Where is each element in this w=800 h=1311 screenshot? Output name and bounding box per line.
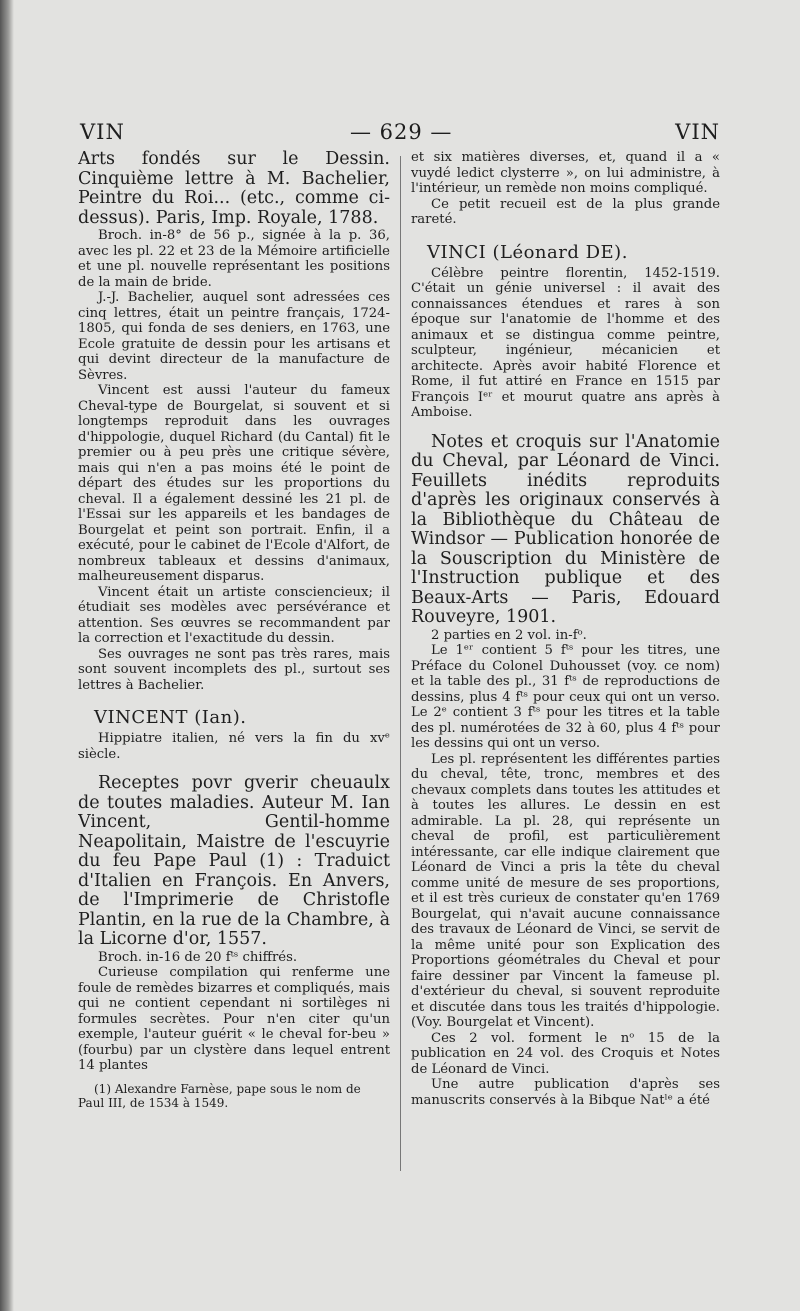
notes-croquis-title: Notes et croquis sur l'Anatomie du Cheval, par Léonard de Vinci. Feuillets inédits reproduits d'après les originaux conservés à la Bibliothèque du Château de Windsor — Publication honorée de la Souscription du Ministère de l'Instruction publique et des Beaux-Arts — Paris, Edouard Rouveyre, 1901. (411, 431, 720, 627)
plates-description: Les pl. représentent les différentes parties du cheval, tête, tronc, membres et des chevaux complets dans toutes les attitudes et à toutes les allures. Le dessin en est admirable. La pl. 28, qui représente un cheval de profil, est particulièrement intéressante, car elle indique clairement que Léonard de Vinci a pris la tête du cheval comme unité de mesure de ses proportions, et il est très curieux de constater qu'en 1769 Bourgelat, qui n'avait aucune connaissance des travaux de Léonard de Vinci, se servit de la même unité pour son Explication des Proportions géométrales du Cheval et pour faire dessiner par Vincent la fameuse pl. d'extérieur du cheval, si souvent reproduite et discutée dans tous les traités d'hippologie. (Voy. Bourgelat et Vincent). (411, 751, 720, 1030)
brochure-description: Broch. in-8° de 56 p., signée à la p. 36, avec les pl. 22 et 23 de la Mémoire artificielle et une pl. nouvelle représentant les positions de la main de bride. (78, 228, 390, 290)
vincent-artist-note: Vincent était un artiste consciencieux; il étudiait ses modèles avec persévérance et attention. Ses œuvres se recommandent par la correction et l'exactitude du dessin. (78, 584, 390, 646)
collection-note: Ces 2 vol. forment le nᵒ 15 de la publication en 24 vol. des Croquis et Notes de Léonard de Vinci. (411, 1030, 720, 1077)
vincent-cheval-type-note: Vincent est aussi l'auteur du fameux Cheval-type de Bourgelat, si souvent et si longtemps reproduit dans les ouvrages d'hippologie, duquel Richard (du Cantal) fit le premier ou à peu près une critique sévère, mais qui n'en a pas moins été le point de départ des études sur les proportions du cheval. Il a également dessiné les 21 pl. de l'Essai sur les appareils et les bandages de Bourgelat et peint son portrait. Enfin, il a exécuté, pour le cabinet de l'Ecole d'Alfort, de nombreux tableaux et dessins d'animaux, malheureusement disparus. (78, 383, 390, 584)
receptes-description: Curieuse compilation qui renferme une foule de remèdes bizarres et compliqués, mais qui ne contient cependant ni sortilèges ni formules secrètes. Pour n'en citer qu'un exemple, l'auteur guérit « le cheval for-beu » (fourbu) par un clystère dans lequel entrent 14 plantes (78, 965, 390, 1073)
header-left-word: VIN (80, 120, 125, 144)
other-publication-note: Une autre publication d'après ses manuscrits conservés à la Bibque Natˡᵉ a été (411, 1077, 720, 1108)
page-header (80, 120, 720, 150)
right-column (411, 150, 720, 1108)
rarity-statement: Ce petit recueil est de la plus grande rareté. (411, 196, 720, 227)
bachelier-letter-title: Arts fondés sur le Dessin. Cinquième lettre à M. Bachelier, Peintre du Roi... (etc., comme ci-dessus). Paris, Imp. Royale, 1788. (78, 150, 390, 228)
footnote: (1) Alexandre Farnèse, pape sous le nom de Paul III, de 1534 à 1549. (78, 1081, 361, 1110)
vincent-ian-bio: Hippiatre italien, né vers la fin du xvᵉ siècle. (78, 731, 390, 762)
receptes-format: Broch. in-16 de 20 fᵗˢ chiffrés. (98, 949, 298, 965)
receptes-title: Receptes povr gverir cheuaulx de toutes maladies. Auteur M. Ian Vincent, Gentil-homme Neapolitain, Maistre de l'escuyrie du feu Pape Paul (1) : Traduict d'Italien en François. En Anvers, de l'Imprimerie de Christofle Plantin, en la rue de la Chambre, à la Licorne d'or, 1557. (78, 773, 390, 949)
bachelier-biography: J.-J. Bachelier, auquel sont adressées ces cinq lettres, était un peintre français, 1724-1805, qui fonda de ses deniers, en 1763, une Ecole gratuite de dessin pour les artisans et qui devint directeur de la manufacture de Sèvres. (78, 290, 390, 383)
rarity-note: Ses ouvrages ne sont pas très rares, mais sont souvent incomplets des pl., surtout ses lettres à Bachelier. (78, 646, 390, 693)
entry-heading-vinci: VINCI (Léonard DE). (427, 241, 628, 263)
left-column (78, 150, 390, 1110)
entry-heading-vincent-ian: VINCENT (Ian). (94, 707, 247, 728)
header-right-word: VIN (675, 120, 720, 144)
volumes-format: 2 parties en 2 vol. in-fᵒ. (431, 627, 587, 643)
volumes-contents: Le 1ᵉʳ contient 5 fᵗˢ pour les titres, une Préface du Colonel Duhousset (voy. ce nom) et la table des pl., 31 fᵗˢ de reproductions de dessins, plus 4 fᵗˢ pour ceux qui ont un verso. Le 2ᵉ contient 3 fᵗˢ pour les titres et la table des pl. numérotées de 32 à 60, plus 4 fᵗˢ pour les dessins qui ont un verso. (411, 643, 720, 751)
clystere-continuation: et six matières diverses, et, quand il a « vuydé ledict clysterre », on lui administre, à l'intérieur, un remède non moins compliqué. (411, 150, 720, 196)
column-divider (400, 156, 401, 1171)
page-number: — 629 — (350, 120, 453, 144)
vinci-biography: Célèbre peintre florentin, 1452-1519. C'était un génie universel : il avait des connaissances étendues et rares à son époque sur l'anatomie de l'homme et des animaux et se distingua comme peintre, sculpteur, ingénieur, mécanicien et architecte. Après avoir habité Florence et Rome, il fut attiré en France en 1515 par François Iᵉʳ et mourut quatre ans après à Amboise. (411, 265, 720, 420)
